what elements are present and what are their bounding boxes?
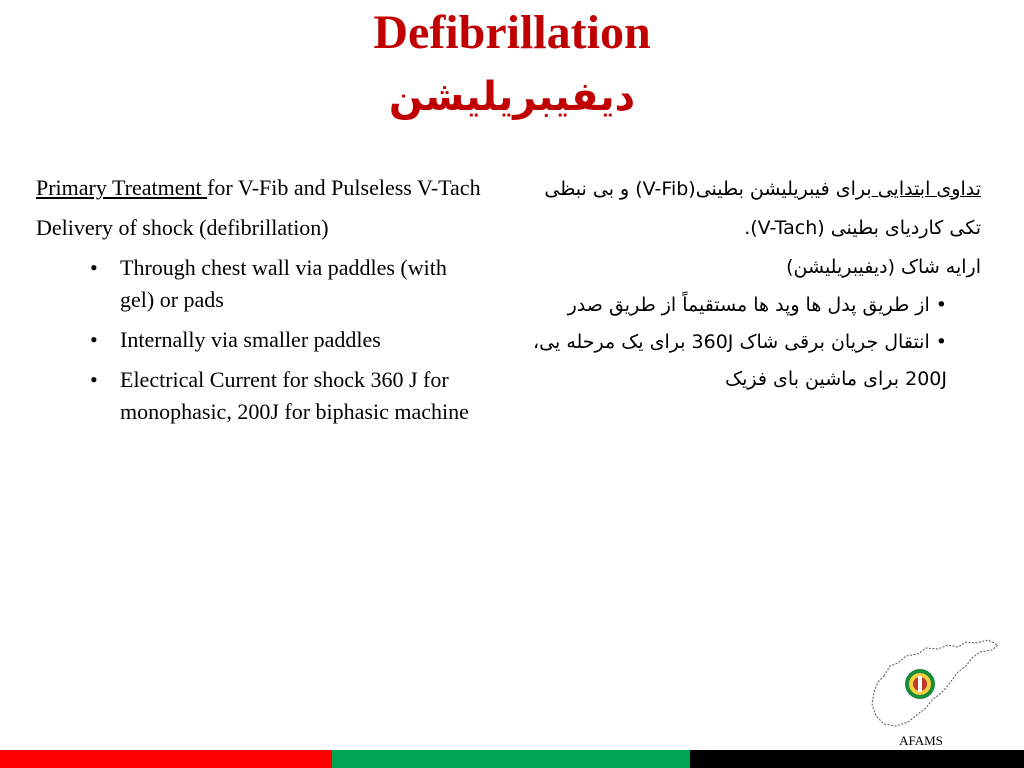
footer-green-bar: [332, 750, 690, 768]
slide-title-persian: دیفیبریلیشن: [388, 74, 636, 120]
delivery-line-persian: ارایه شاک (دیفیبریلیشن): [786, 256, 981, 278]
slide-title-english: Defibrillation: [373, 6, 651, 59]
primary-treatment-text: for V-Fib and Pulseless V-Tach: [207, 175, 481, 200]
delivery-line: Delivery of shock (defibrillation): [36, 215, 329, 240]
primary-treatment-text-persian: برای فیبریلیشن بطینی(V-Fib) و بی نبظی تکی کاردیای بطینی (V-Tach).: [544, 178, 981, 239]
footer-black-bar: [690, 750, 1024, 768]
english-bullet-item: • Internally via smaller paddles: [120, 324, 486, 356]
persian-bullet-item: • از طریق پدل ها وپد ها مستقیماً از طریق صدر: [567, 294, 947, 316]
primary-treatment-line: [36, 172, 486, 204]
persian-bullet-item: • انتقال جریان برقی شاک 360J برای یک مرحله یی، 200J برای ماشین بای فزیک: [533, 331, 947, 390]
primary-treatment-label-persian: تداوی ابتدایی: [871, 178, 981, 200]
english-content: [36, 172, 486, 436]
primary-treatment-label: Primary Treatment: [36, 175, 208, 200]
english-bullet-item: • Through chest wall via paddles (with gel) or pads: [120, 252, 486, 316]
afams-logo-label: AFAMS: [899, 733, 943, 748]
primary-treatment-line-persian: [526, 170, 981, 248]
english-bullet-list: [36, 252, 486, 428]
afghanistan-map-logo: [866, 636, 1006, 732]
english-bullet-item: • Electrical Current for shock 360 J for monophasic, 200J for biphasic machine: [120, 364, 486, 428]
footer-red-bar: [0, 750, 332, 768]
persian-content: [526, 170, 981, 398]
